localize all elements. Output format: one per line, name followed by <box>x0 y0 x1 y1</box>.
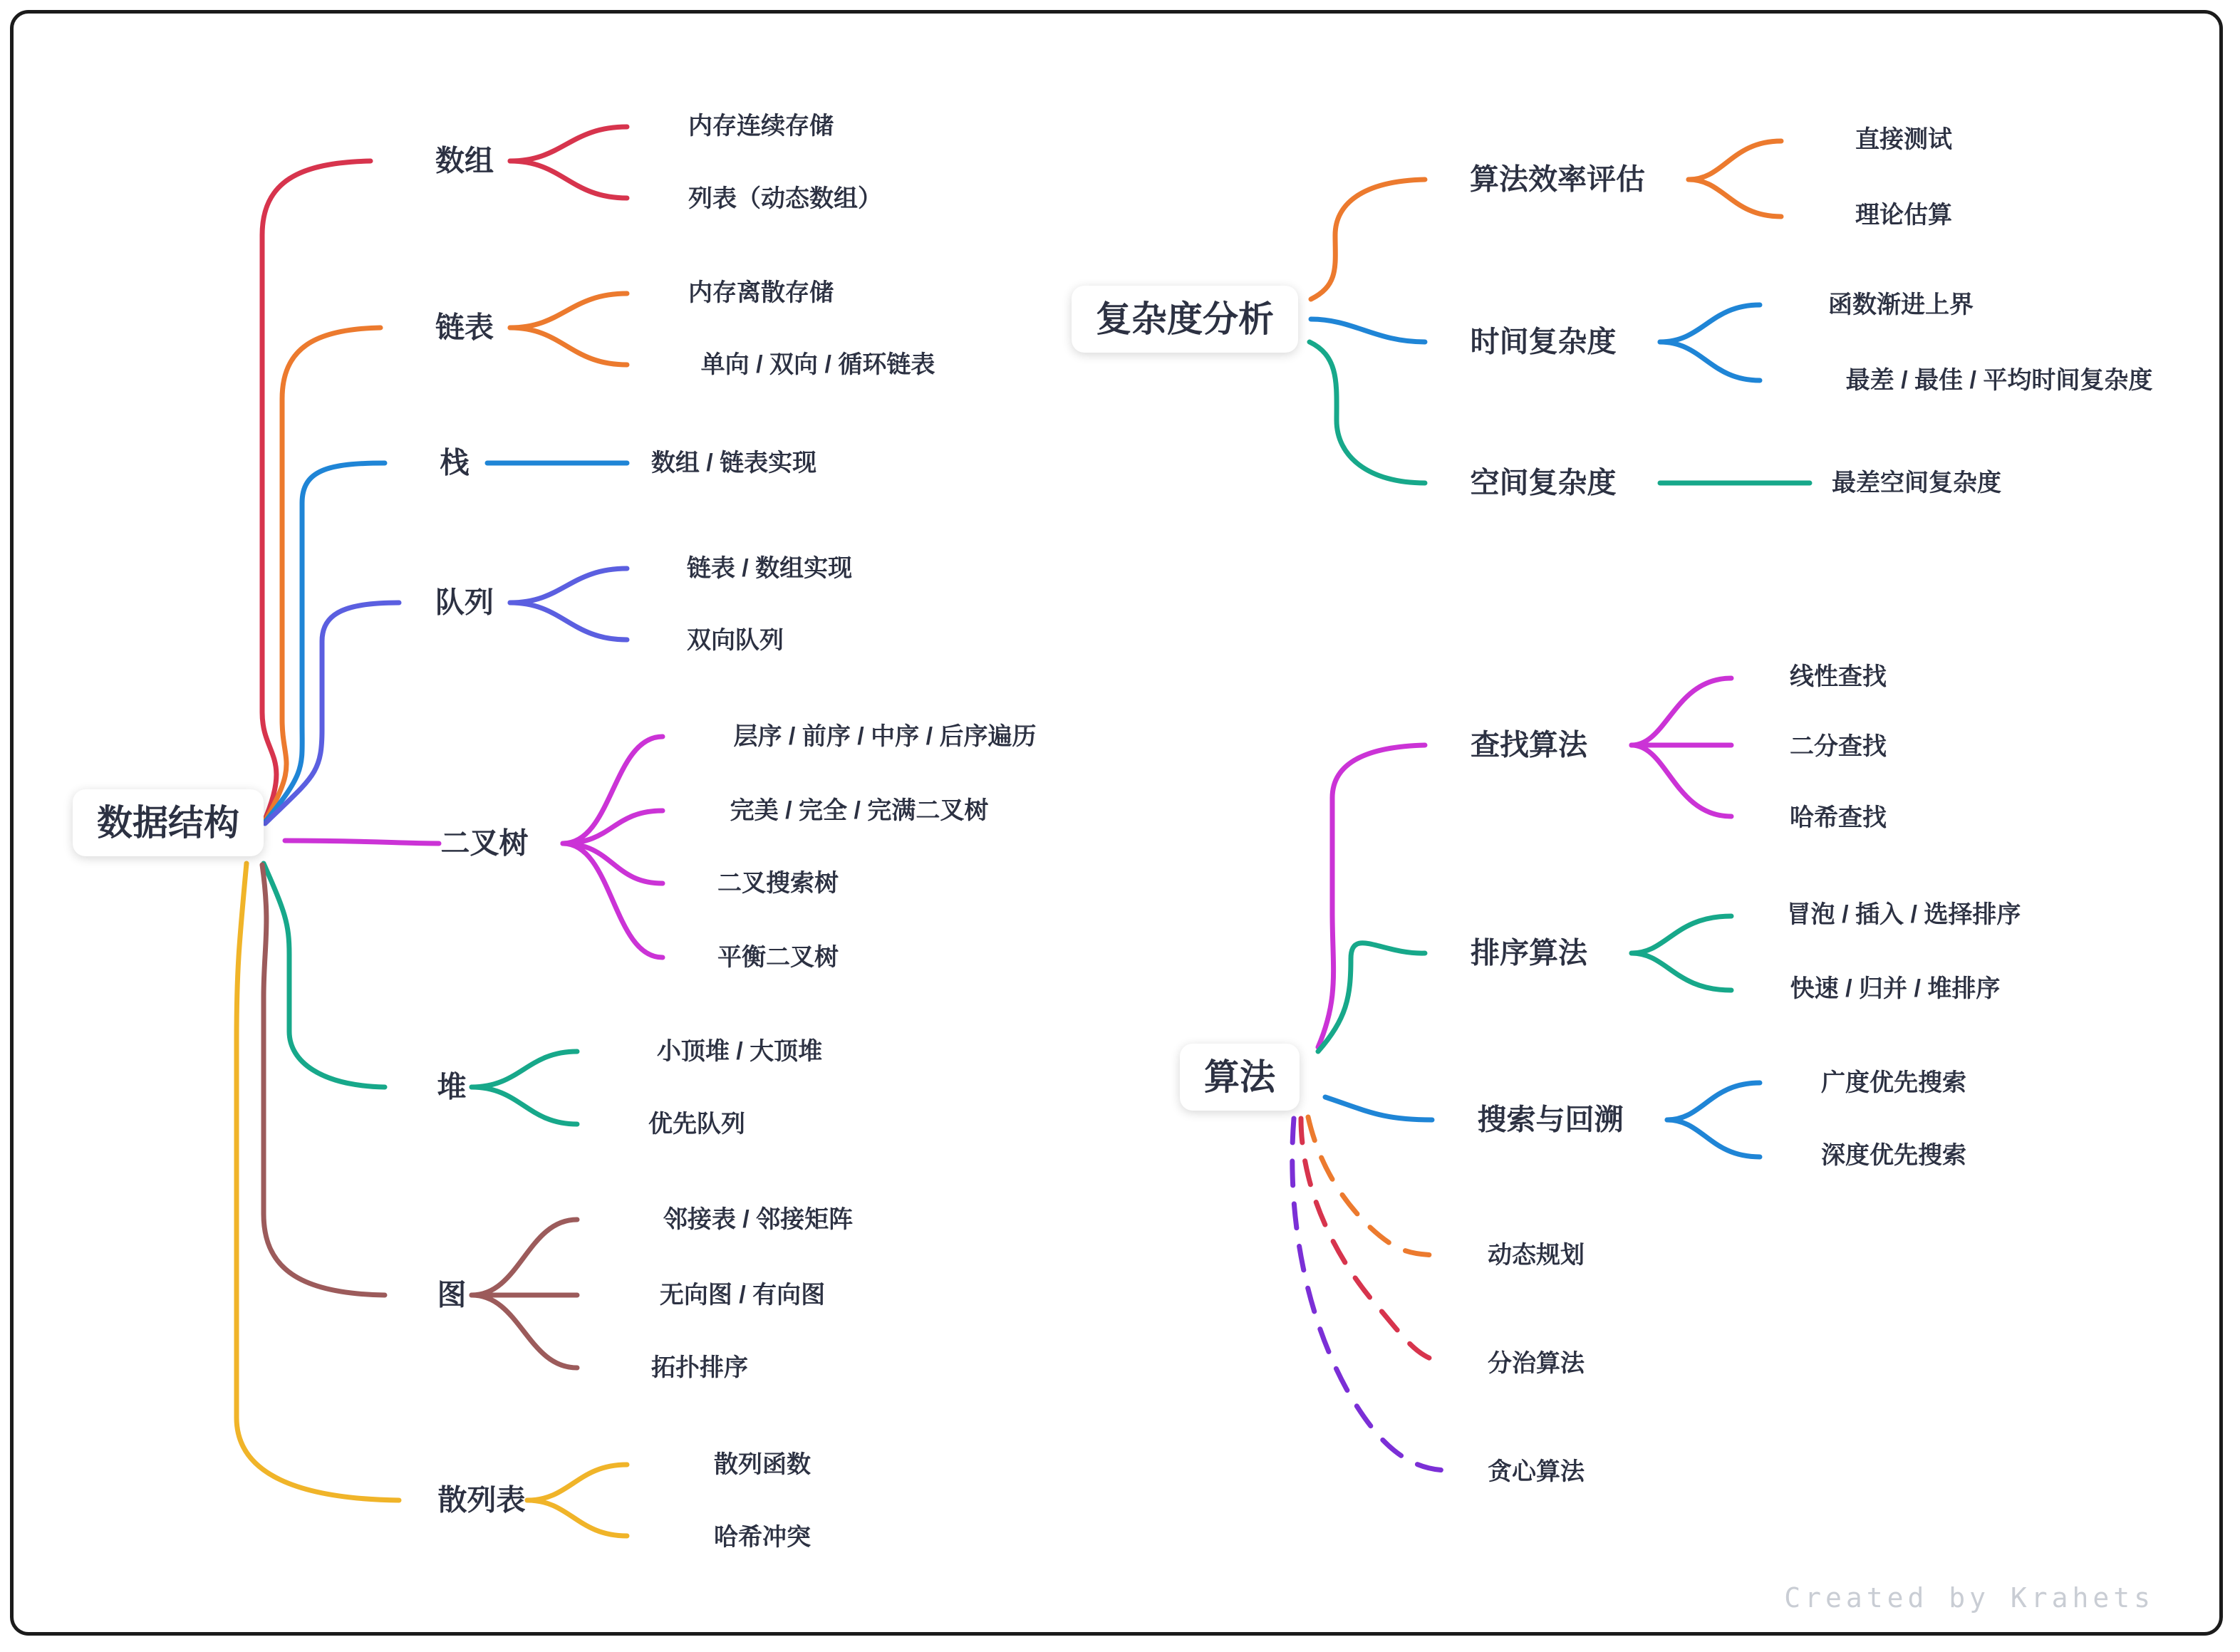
leaf-efficiency-1[interactable]: 理论估算 <box>1855 202 1952 229</box>
branch-greedy[interactable]: 贪心算法 <box>1488 1458 1585 1485</box>
leaf-graph-2[interactable]: 拓扑排序 <box>651 1354 748 1381</box>
root-node-algorithm[interactable]: 算法 <box>1180 1044 1300 1111</box>
leaf-array-0[interactable]: 内存连续存储 <box>688 113 834 140</box>
diagram-frame <box>10 10 2223 1636</box>
leaf-search-2[interactable]: 哈希查找 <box>1790 804 1887 831</box>
leaf-efficiency-0[interactable]: 直接测试 <box>1855 126 1952 153</box>
leaf-linked-list-0[interactable]: 内存离散存储 <box>688 279 834 306</box>
root-node-data-structure[interactable]: 数据结构 <box>73 789 264 856</box>
leaf-search-backtrack-0[interactable]: 广度优先搜索 <box>1821 1069 1966 1096</box>
leaf-search-1[interactable]: 二分查找 <box>1790 733 1887 760</box>
branch-array[interactable]: 数组 <box>435 144 494 177</box>
leaf-graph-1[interactable]: 无向图 / 有向图 <box>659 1282 826 1309</box>
leaf-queue-1[interactable]: 双向队列 <box>687 627 784 654</box>
leaf-binary-tree-0[interactable]: 层序 / 前序 / 中序 / 后序遍历 <box>733 723 1037 750</box>
leaf-heap-0[interactable]: 小顶堆 / 大顶堆 <box>656 1038 823 1065</box>
branch-search-backtrack[interactable]: 搜索与回溯 <box>1477 1103 1624 1136</box>
leaf-sort-0[interactable]: 冒泡 / 插入 / 选择排序 <box>1786 901 2021 928</box>
branch-binary-tree[interactable]: 二叉树 <box>440 826 529 860</box>
leaf-search-backtrack-1[interactable]: 深度优先搜索 <box>1821 1142 1966 1169</box>
credit-text: Created by Krahets <box>1784 1582 2155 1614</box>
branch-divide-conquer[interactable]: 分治算法 <box>1488 1350 1585 1377</box>
leaf-time-complexity-1[interactable]: 最差 / 最佳 / 平均时间复杂度 <box>1845 367 2153 394</box>
leaf-binary-tree-1[interactable]: 完美 / 完全 / 完满二叉树 <box>730 797 989 824</box>
branch-graph[interactable]: 图 <box>437 1278 467 1311</box>
root-node-complexity[interactable]: 复杂度分析 <box>1072 286 1298 353</box>
leaf-time-complexity-0[interactable]: 函数渐进上界 <box>1828 291 1974 318</box>
branch-heap[interactable]: 堆 <box>437 1070 467 1103</box>
leaf-heap-1[interactable]: 优先队列 <box>648 1111 745 1138</box>
branch-time-complexity[interactable]: 时间复杂度 <box>1470 325 1617 358</box>
branch-stack[interactable]: 栈 <box>440 446 470 479</box>
branch-linked-list[interactable]: 链表 <box>435 311 494 344</box>
leaf-graph-0[interactable]: 邻接表 / 邻接矩阵 <box>663 1206 854 1233</box>
leaf-linked-list-1[interactable]: 单向 / 双向 / 循环链表 <box>700 351 935 378</box>
branch-dynamic-programming[interactable]: 动态规划 <box>1488 1242 1585 1269</box>
branch-search[interactable]: 查找算法 <box>1471 728 1587 762</box>
leaf-queue-0[interactable]: 链表 / 数组实现 <box>686 555 853 582</box>
leaf-binary-tree-3[interactable]: 平衡二叉树 <box>717 944 839 971</box>
leaf-hash-table-1[interactable]: 哈希冲突 <box>714 1524 811 1551</box>
leaf-stack-0[interactable]: 数组 / 链表实现 <box>650 450 817 477</box>
leaf-binary-tree-2[interactable]: 二叉搜索树 <box>717 870 839 897</box>
leaf-search-0[interactable]: 线性查找 <box>1790 663 1887 690</box>
branch-hash-table[interactable]: 散列表 <box>437 1483 526 1517</box>
branch-efficiency[interactable]: 算法效率评估 <box>1470 162 1645 196</box>
branch-queue[interactable]: 队列 <box>435 586 494 619</box>
branch-sort[interactable]: 排序算法 <box>1471 936 1587 970</box>
leaf-sort-1[interactable]: 快速 / 归并 / 堆排序 <box>1790 975 2001 1002</box>
leaf-hash-table-0[interactable]: 散列函数 <box>714 1451 811 1478</box>
leaf-array-1[interactable]: 列表（动态数组） <box>688 185 882 212</box>
leaf-space-complexity-0[interactable]: 最差空间复杂度 <box>1832 469 2001 497</box>
branch-space-complexity[interactable]: 空间复杂度 <box>1470 466 1617 499</box>
